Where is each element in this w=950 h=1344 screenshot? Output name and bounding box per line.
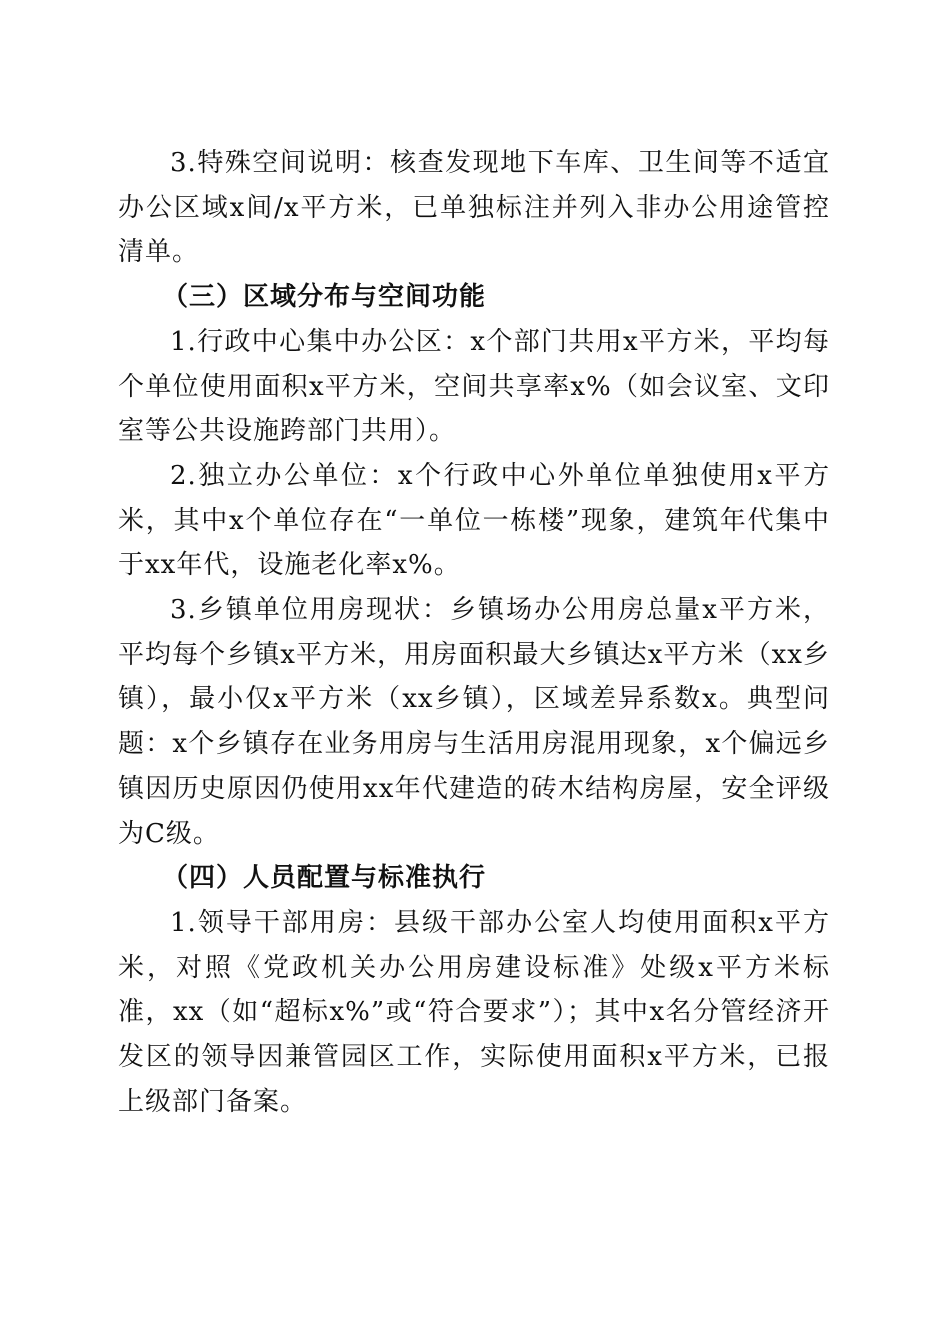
section-heading-regional-distribution: （三）区域分布与空间功能 (162, 282, 487, 313)
document-body (118, 141, 830, 1124)
paragraph-admin-center: 1.行政中心集中办公区：x个部门共用x平方米，平均每个单位使用面积x平方米，空间共享率x%（如会议室、文印室等公共设施跨部门共用）。 (118, 326, 830, 447)
paragraph-leader-offices: 1.领导干部用房：县级干部办公室人均使用面积x平方米，对照《党政机关办公用房建设标准》处级x平方米标准，xx（如“超标x%”或“符合要求”）；其中x名分管经济开发区的领导因兼管园区工作，实际使用面积x平方米，已报上级部门备案。 (118, 907, 830, 1117)
paragraph-special-space: 3.特殊空间说明：核查发现地下车库、卫生间等不适宜办公区域x间/x平方米，已单独标注并列入非办公用途管控清单。 (118, 148, 830, 268)
paragraph-independent-units: 2.独立办公单位：x个行政中心外单位单独使用x平方米，其中x个单位存在“一单位一栋楼”现象，建筑年代集中于xx年代，设施老化率x%。 (118, 460, 830, 581)
section-heading-staffing-standards: （四）人员配置与标准执行 (162, 863, 487, 894)
paragraph-township-housing: 3.乡镇单位用房现状：乡镇场办公用房总量x平方米，平均每个乡镇x平方米，用房面积最大乡镇达x平方米（xx乡镇），最小仅x平方米（xx乡镇），区域差异系数x。典型问题：x个乡镇存在业务用房与生活用房混用现象，x个偏远乡镇因历史原因仍使用xx年代建造的砖木结构房屋，安全评级为C级。 (118, 595, 830, 849)
